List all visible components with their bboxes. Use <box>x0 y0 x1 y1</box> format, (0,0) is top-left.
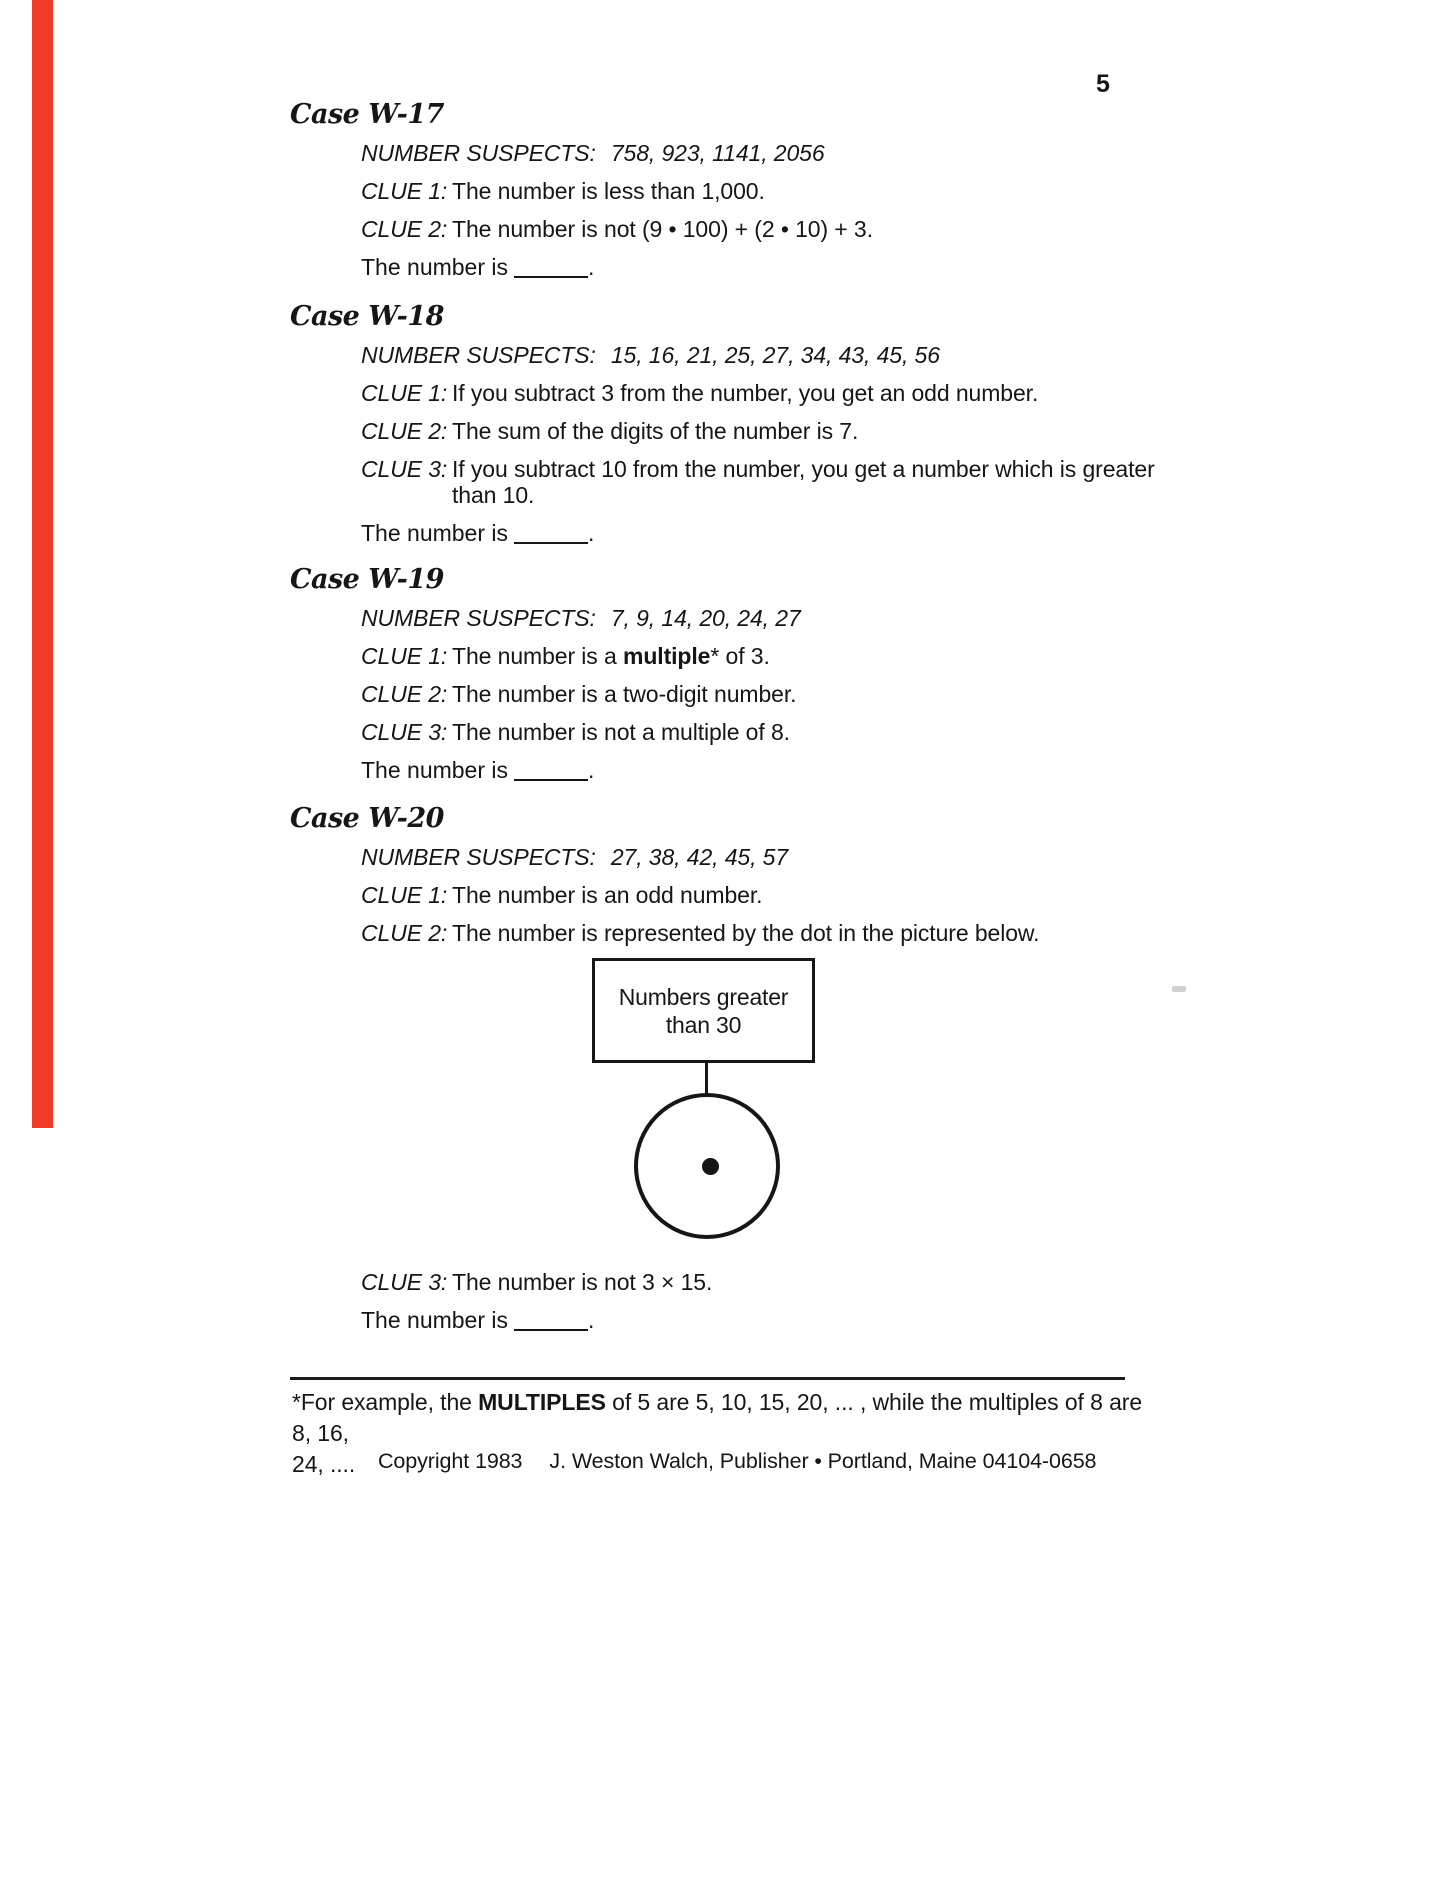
diagram-label-line2: than 30 <box>665 1011 742 1038</box>
suspects-values: 27, 38, 42, 45, 57 <box>610 844 789 870</box>
publisher-info: J. Weston Walch, Publisher • Portland, Maine 04104-0658 <box>549 1449 1097 1473</box>
answer-blank <box>514 1325 588 1331</box>
answer-line <box>361 520 1200 546</box>
footnote-divider <box>290 1377 1125 1380</box>
clue-label: CLUE 1: <box>361 380 448 406</box>
footnote-bold: MULTIPLES <box>478 1389 606 1415</box>
case-w18-section <box>290 302 1200 558</box>
suspects-line <box>361 844 1200 870</box>
answer-prompt: The number is <box>361 254 509 280</box>
answer-blank <box>514 775 588 781</box>
suspects-label: NUMBER SUSPECTS: <box>361 605 596 631</box>
clue-line <box>361 643 1200 669</box>
number-set-circle <box>634 1093 780 1239</box>
suspects-values: 7, 9, 14, 20, 24, 27 <box>610 605 801 631</box>
answer-line <box>361 1307 1200 1333</box>
suspects-values: 758, 923, 1141, 2056 <box>610 140 825 166</box>
case-w17-section <box>290 100 1200 292</box>
footnote-line2: 24, .... <box>292 1451 356 1477</box>
suspects-label: NUMBER SUSPECTS: <box>361 140 596 166</box>
clue-line <box>361 178 1200 204</box>
case-body <box>361 844 1200 1333</box>
clue-line <box>361 216 1200 242</box>
number-dot <box>702 1158 719 1175</box>
case-title: Case W-18 <box>290 301 444 332</box>
case-w19-section <box>290 565 1200 795</box>
case-w20-section <box>290 804 1200 1345</box>
clue-label: CLUE 1: <box>361 178 448 204</box>
footnote-pre: *For example, the <box>292 1389 479 1415</box>
clue-text-pre: The number is a <box>452 643 623 669</box>
clue-text: The number is not 3 × 15. <box>452 1269 713 1295</box>
clue-text-bold: multiple <box>622 643 711 669</box>
answer-period: . <box>588 520 595 546</box>
clue-label: CLUE 2: <box>361 216 448 242</box>
suspects-label: NUMBER SUSPECTS: <box>361 844 596 870</box>
clue-text <box>452 643 1200 669</box>
clue-label: CLUE 3: <box>361 456 448 482</box>
suspects-line <box>361 342 1200 368</box>
case-title: Case W-17 <box>290 99 444 130</box>
clue-line <box>361 418 1200 444</box>
clue-label: CLUE 3: <box>361 1269 448 1295</box>
venn-diagram <box>361 958 1200 1240</box>
answer-prompt: The number is <box>361 520 509 546</box>
clue-label: CLUE 2: <box>361 418 448 444</box>
answer-period: . <box>588 1307 595 1333</box>
answer-period: . <box>588 254 595 280</box>
clue-text: The sum of the digits of the number is 7. <box>452 418 859 444</box>
answer-period: . <box>588 757 595 783</box>
clue-text: The number is not (9 • 100) + (2 • 10) + 3. <box>452 216 873 242</box>
case-title: Case W-19 <box>290 564 444 595</box>
answer-prompt: The number is <box>361 1307 509 1333</box>
diagram-label-box <box>592 958 815 1063</box>
case-body <box>361 605 1200 783</box>
scan-smudge <box>1172 986 1186 992</box>
answer-line <box>361 254 1200 280</box>
case-title: Case W-20 <box>290 803 444 834</box>
clue-text-line1: If you subtract 10 from the number, you get a number which is greater <box>452 456 1155 482</box>
copyright-line <box>378 1449 1096 1474</box>
clue-line <box>361 882 1200 908</box>
clue-line <box>361 920 1200 946</box>
clue-label: CLUE 2: <box>361 920 448 946</box>
clue-line <box>361 1269 1200 1295</box>
suspects-line <box>361 605 1200 631</box>
clue-label: CLUE 1: <box>361 882 448 908</box>
clue-text-post: of 3. <box>719 643 770 669</box>
footnote-post: of 5 are 5, 10, 15, 20, ... , while the multiples of 8 are 8, 16, <box>292 1389 1143 1446</box>
clue-text: The number is less than 1,000. <box>452 178 765 204</box>
clue-line <box>361 681 1200 707</box>
suspects-values: 15, 16, 21, 25, 27, 34, 43, 45, 56 <box>610 342 940 368</box>
case-body <box>361 140 1200 280</box>
clue-label: CLUE 2: <box>361 681 448 707</box>
case-body <box>361 342 1200 546</box>
footnote-asterisk: * <box>710 643 720 669</box>
clue-label: CLUE 1: <box>361 643 448 669</box>
scan-artifact-red-stripe <box>32 0 53 1128</box>
clue-text <box>452 456 1200 508</box>
clue-text: The number is a two-digit number. <box>452 681 797 707</box>
connector-line <box>705 1063 708 1094</box>
clue-text: The number is represented by the dot in the picture below. <box>452 920 1040 946</box>
diagram-label-line1: Numbers greater <box>618 983 789 1010</box>
clue-label: CLUE 3: <box>361 719 448 745</box>
clue-text: If you subtract 3 from the number, you get an odd number. <box>452 380 1039 406</box>
answer-prompt: The number is <box>361 757 509 783</box>
clue-text-line2: than 10. <box>452 482 535 508</box>
clue-text: The number is an odd number. <box>452 882 763 908</box>
answer-blank <box>514 538 588 544</box>
clue-text: The number is not a multiple of 8. <box>452 719 790 745</box>
suspects-line <box>361 140 1200 166</box>
page-number: 5 <box>1096 70 1111 98</box>
clue-line <box>361 719 1200 745</box>
copyright-year: Copyright 1983 <box>378 1449 523 1473</box>
clue-line <box>361 380 1200 406</box>
clue-line <box>361 456 1200 508</box>
answer-line <box>361 757 1200 783</box>
answer-blank <box>514 272 588 278</box>
suspects-label: NUMBER SUSPECTS: <box>361 342 596 368</box>
